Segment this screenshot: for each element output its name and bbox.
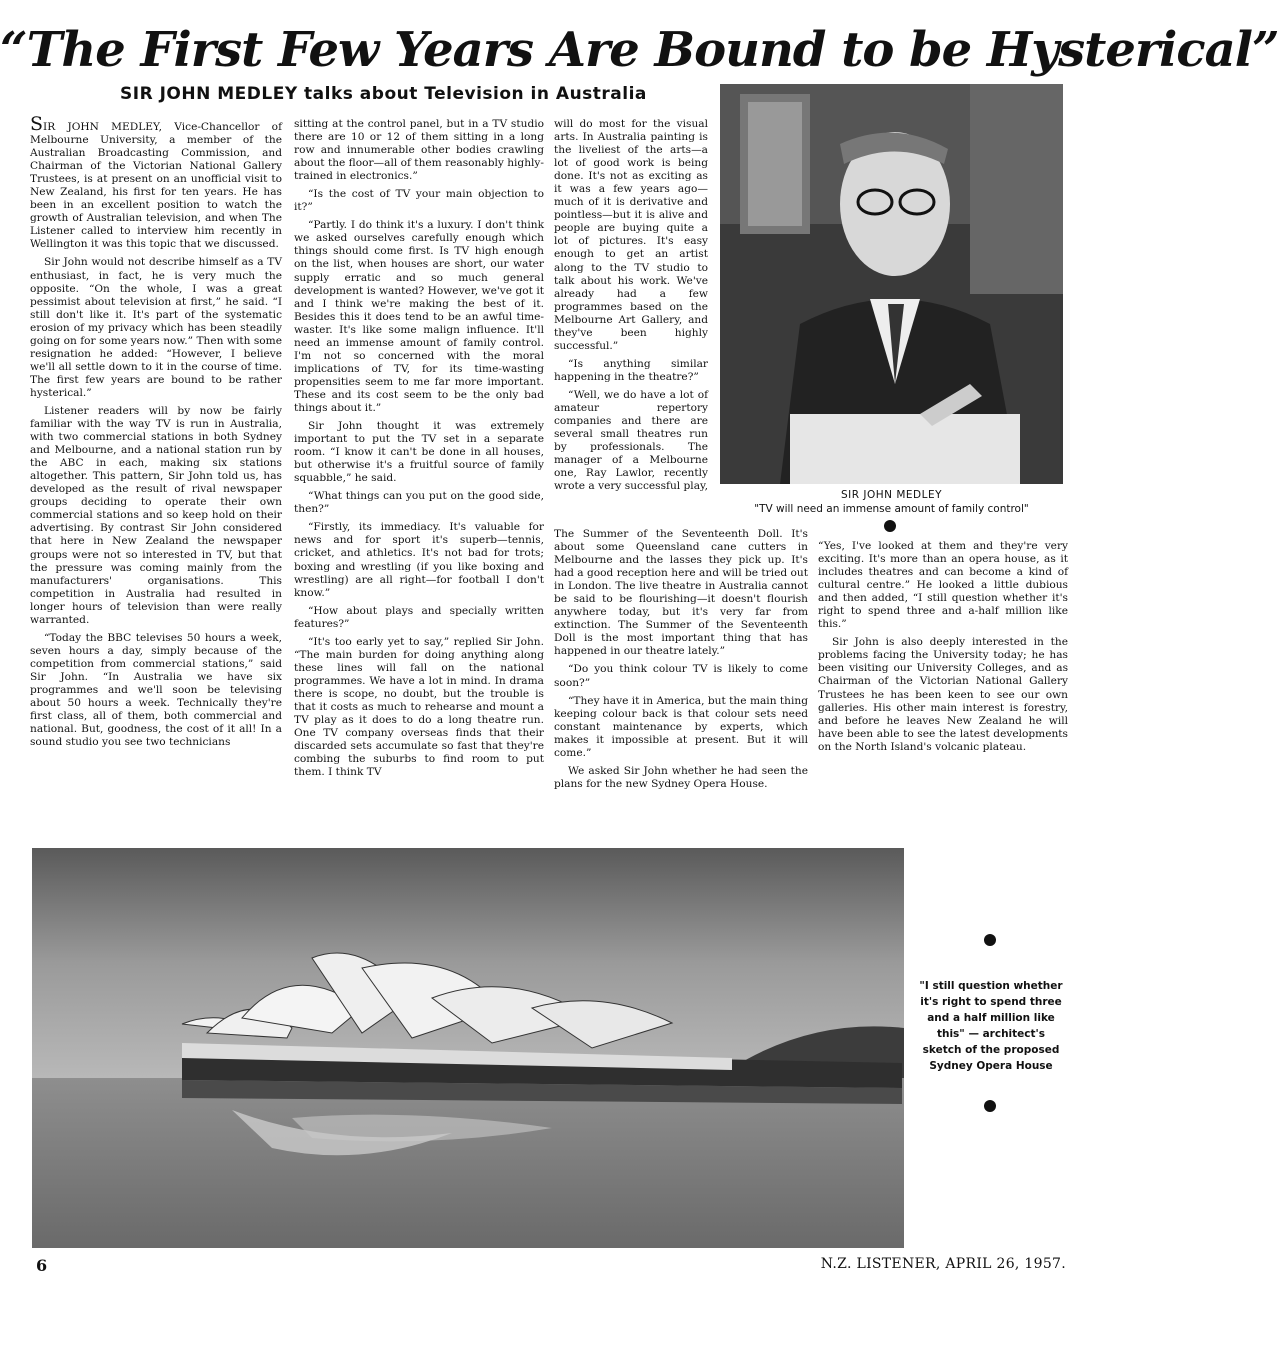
opera-house-illustration [32, 848, 904, 1248]
page-number: 6 [36, 1256, 48, 1275]
paragraph: sitting at the control panel, but in a TV studio there are 10 or 12 of them sitting in a long row and innumerable other bodies crawling about the floor—all of them reasonably highly-trained in electronics.” [294, 118, 544, 183]
paragraph: The Summer of the Seventeenth Doll. It's about some Queensland cane cutters in Melbourne and the lasses they pick up. It's had a good reception here and will be tried out in London. The live theatre in Australia cannot be said to be flourishing—it doesn't flourish anywhere today, but it's very far from extinction. The Summer of the Seventeenth Doll is the most important thing that has happened in our theatre lately.” [554, 528, 808, 658]
paragraph: Listener readers will by now be fairly familiar with the way TV is run in Australia, with two commercial stations in both Sydney and Melbourne, and a national station run by the ABC in each, making six stations altogether. This pattern, Sir John told us, has developed as the result of rival newspaper groups deciding to operate their own commercial stations and so keep hold on their advertising. By contrast Sir John considered that here in New Zealand the newspaper groups were not so interested in TV, but that the pressure was coming mainly from the manufacturers' organisations. This competition in Australia had resulted in longer hours of television than were really warranted. [30, 404, 282, 626]
opera-house-sketch [32, 848, 904, 1248]
article-column-3-continued [554, 528, 808, 836]
headline: “The First Few Years Are Bound to be Hysterical” [0, 22, 1279, 78]
paragraph: “They have it in America, but the main thing keeping colour back is that colour sets need constant maintenance by experts, which makes it impossible at present. But it will come.” [554, 694, 808, 759]
paragraph: SIR JOHN MEDLEY, Vice-Chancellor of Melbourne University, a member of the Australian Broadcasting Commission, and Chairman of the Victorian National Gallery Trustees, is at present on an unofficial visit to New Zealand, his first for ten years. He has been in an excellent position to watch the growth of Australian television, and when The Listener called to interview him recently in Wellington it was this topic that we discussed. [30, 113, 282, 251]
opera-caption: "I still question whether it's right to spend three and a half million like this" — architect's sketch of the proposed Sydney Opera House [919, 980, 1063, 1072]
portrait-photo [720, 84, 1063, 484]
paragraph: Sir John would not describe himself as a TV enthusiast, in fact, he is very much the opposite. “On the whole, I was a great pessimist about television at first,” he said. “I still don't like it. It's part of the systematic erosion of my privacy which has been steadily going on for some years now.” Then with some resignation he added: “However, I believe we'll all settle down to it in the course of time. The first few years are bound to be rather hysterical.” [30, 256, 282, 399]
paragraph: “How about plays and specially written features?” [294, 604, 544, 630]
paragraph: will do most for the visual arts. In Australia painting is the liveliest of the arts—a lot of good work is being done. It's not as exciting as it was a few years ago—much of it is derivative and pointless—but it is alive and people are buying quite a lot of pictures. It's easy enough to get an artist along to the TV studio to talk about his work. We've already had a few programmes based on the Melbourne Art Gallery, and they've been highly successful.” [554, 118, 708, 352]
paragraph: “Do you think colour TV is likely to come soon?” [554, 663, 808, 689]
article-column-1 [30, 113, 282, 836]
paragraph: Sir John thought it was extremely important to put the TV set in a separate room. “I know it can't be done in all houses, but otherwise it's a fruitful source of family squabble,” he said. [294, 420, 544, 485]
paragraph: We asked Sir John whether he had seen the plans for the new Sydney Opera House. [554, 764, 808, 790]
dateline: N.Z. LISTENER, APRIL 26, 1957. [820, 1256, 1066, 1272]
bullet-dot-icon [984, 1100, 996, 1112]
portrait-illustration [720, 84, 1063, 484]
paragraph: “Well, we do have a lot of amateur repertory companies and there are several small theatres run by professionals. The manager of a Melbourne one, Ray Lawlor, recently wrote a very successful play, [554, 388, 708, 493]
article-column-2 [294, 118, 544, 836]
article-column-4 [818, 540, 1068, 836]
drop-cap: S [30, 113, 44, 135]
paragraph: “Today the BBC televises 50 hours a week, seven hours a day, simply because of the competition from commercial stations,” said Sir John. “In Australia we have six programmes and we'll soon be televising about 50 hours a week. Technically they're first class, all of them, both commercial and national. But, goodness, the cost of it all! In a sound studio you see two technicians [30, 631, 282, 749]
paragraph: “It's too early yet to say,” replied Sir John. “The main burden for doing anything along these lines will fall on the national programmes. We have a lot in mind. In drama there is scope, no doubt, but the trouble is that it costs as much to rehearse and mount a TV play as it does to do a long theatre run. One TV company overseas finds that their discarded sets accumulate so fast that they're combing the suburbs to find room to put them. I think TV [294, 635, 544, 779]
paragraph: “Is anything similar happening in the theatre?” [554, 357, 708, 383]
article-column-3 [554, 118, 708, 528]
photo-caption-name: SIR JOHN MEDLEY [840, 489, 943, 501]
paragraph: “Is the cost of TV your main objection to it?” [294, 188, 544, 214]
photo-caption-quote: "TV will need an immense amount of family control" [754, 503, 1029, 515]
paragraph: “Firstly, its immediacy. It's valuable for news and for sport it's superb—tennis, cricket, and athletics. It's not bad for trots; boxing and wrestling (if you like boxing and wrestling) are all right—for football I don't know.” [294, 521, 544, 599]
paragraph: “Partly. I do think it's a luxury. I don't think we asked ourselves carefully enough which things should come first. Is TV high enough on the list, when houses are short, our water supply erratic and so much general development is wanted? However, we've got it and I think we're making the best of it. Besides this it does tend to be an awful time-waster. It's like some malign influence. It'll need an immense amount of family control. I'm not so concerned with the moral implications of TV, for its time-wasting propensities seem to me far more important. These and its cost seem to be the only bad things about it.” [294, 219, 544, 414]
bullet-dot-icon [884, 520, 896, 532]
bullet-dot-icon [984, 934, 996, 946]
subhead: SIR JOHN MEDLEY talks about Television in Australia [120, 84, 647, 104]
paragraph: Sir John is also deeply interested in the problems facing the University today; he has been visiting our University Colleges, and as Chairman of the Victorian National Gallery Trustees he has been keen to see our own galleries. His other main interest is forestry, and before he leaves New Zealand he will have been able to see the latest developments on the North Island's volcanic plateau. [818, 636, 1068, 753]
paragraph: “Yes, I've looked at them and they're very exciting. It's more than an opera house, as it includes theatres and can become a kind of cultural centre.” He looked a little dubious and then added, “I still question whether it's right to spend three and a-half million like this.” [818, 540, 1068, 631]
paragraph: “What things can you put on the good side, then?” [294, 490, 544, 516]
